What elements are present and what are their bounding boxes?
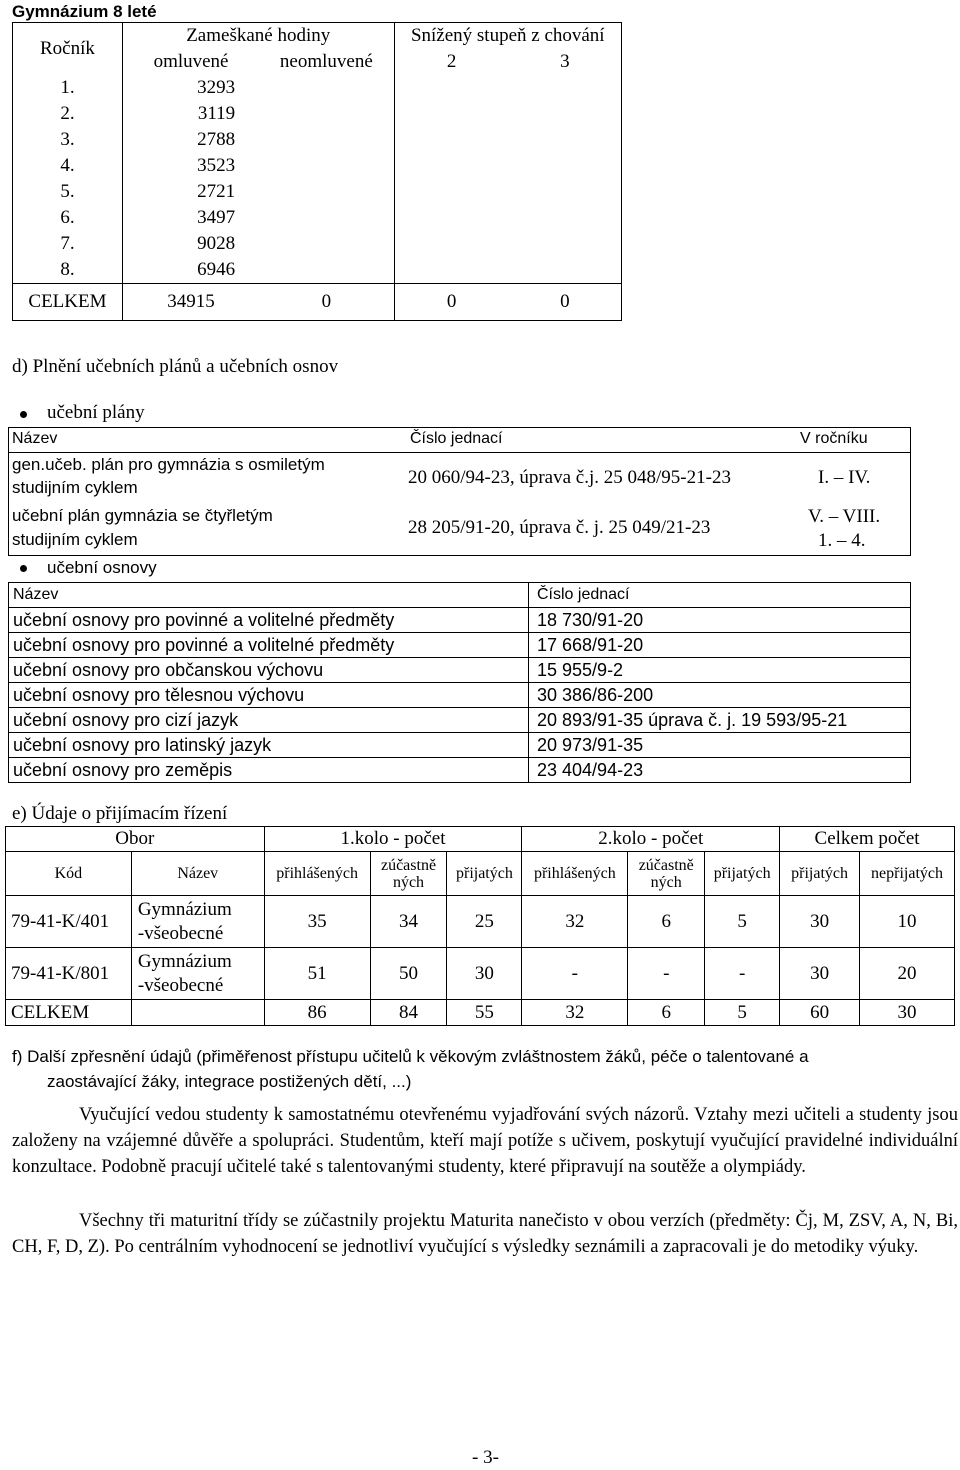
absence-cell-s3	[509, 101, 622, 127]
paragraph: Vyučující vedou studenty k samostatnému otevřenému vyjadřování svých názorů. Vztahy mezi učiteli a studenty jsou založeny na vzájemné důvěře a spolupráci. Studentům, kteří mají potíže s učivem, poskytují vyučující pravidelné individuální konzultace. Podobně pracují učitelé také s talentovanými studenty, které připravují na soutěže a olympiády.	[12, 1105, 958, 1177]
header-admitted: přijatých	[705, 852, 780, 896]
absence-row	[13, 75, 622, 101]
admission-value: 32	[522, 896, 628, 948]
curricula-name: učební osnovy pro tělesnou výchovu	[9, 683, 529, 708]
absence-cell-rocnik: 6.	[60, 207, 75, 228]
header-registered: přihlášených	[264, 852, 370, 896]
absence-cell-neomluvene	[259, 153, 394, 179]
absence-cell-s3	[509, 153, 622, 179]
header-rocnik: Ročník	[40, 38, 95, 59]
absence-cell-s2	[394, 127, 509, 153]
absence-cell-s2	[394, 231, 509, 257]
absence-cell-rocnik: 5.	[60, 181, 75, 202]
admission-value: 30	[780, 948, 860, 1000]
curricula-name: učební osnovy pro občanskou výchovu	[9, 658, 529, 683]
total-label: CELKEM	[6, 1000, 132, 1026]
absence-cell-neomluvene	[259, 75, 394, 101]
absence-row	[13, 205, 622, 231]
absence-row	[13, 153, 622, 179]
admission-value: 35	[264, 896, 370, 948]
plan-name-line2: studijním cyklem	[12, 478, 138, 497]
total-name-empty	[131, 1000, 264, 1026]
absence-cell-rocnik: 7.	[60, 233, 75, 254]
total-value: 84	[370, 1000, 447, 1026]
curricula-row	[9, 683, 911, 708]
absence-cell-omluvene: 2721	[122, 179, 259, 205]
section-f-title-cont: zaostávající žáky, integrace postižených dětí, ...)	[47, 1072, 412, 1091]
absence-row	[13, 179, 622, 205]
absence-cell-s3	[509, 257, 622, 284]
total-value: 55	[447, 1000, 522, 1026]
plan-year: V. – VIII.	[808, 506, 881, 527]
absence-cell-s2	[394, 205, 509, 231]
curricula-name: učební osnovy pro latinský jazyk	[9, 733, 529, 758]
header-admitted: přijatých	[447, 852, 522, 896]
plan-name-line2: studijním cyklem	[12, 530, 138, 549]
admission-value: -	[705, 948, 780, 1000]
header-excused: omluvené	[122, 49, 259, 75]
absence-cell-neomluvene	[259, 231, 394, 257]
curricula-row	[9, 658, 911, 683]
curricula-row	[9, 733, 911, 758]
plan-ref: 28 205/91-20, úprava č. j. 25 049/21-23	[408, 517, 711, 538]
paragraph: Všechny tři maturitní třídy se zúčastnily projektu Maturita nanečisto v obou verzích (předměty: Čj, M, ZSV, A, N, Bi, CH, F, D, Z). Po centrálním vyhodnocení se jednotliví vyučující s výsledky seznámili a zapracovali je do metodiky výuky.	[12, 1211, 958, 1257]
bullet-icon	[20, 411, 27, 418]
admission-value: 30	[447, 948, 522, 1000]
admission-value: 30	[780, 896, 860, 948]
curricula-ref: 20 973/91-35	[529, 733, 911, 758]
total-value: 86	[264, 1000, 370, 1026]
plan-ref: 20 060/94-23, úprava č.j. 25 048/95-21-23	[408, 467, 731, 488]
page-heading: Gymnázium 8 leté	[12, 2, 157, 21]
absence-cell-s3	[509, 127, 622, 153]
admission-total-row	[6, 1000, 955, 1026]
admission-name: Gymnázium -všeobecné	[131, 896, 264, 948]
absence-cell-s3	[509, 205, 622, 231]
header-unexcused: neomluvené	[279, 51, 373, 72]
admission-value: 5	[705, 896, 780, 948]
admission-row	[6, 948, 955, 1000]
absence-cell-s2	[394, 179, 509, 205]
admission-value: 10	[860, 896, 955, 948]
absence-table	[12, 22, 622, 321]
absence-cell-omluvene: 9028	[122, 231, 259, 257]
plans-header-name: Název	[12, 430, 58, 447]
absence-cell-neomluvene	[259, 257, 394, 284]
absence-cell-omluvene: 3119	[122, 101, 259, 127]
curricula-name: učební osnovy pro zeměpis	[9, 758, 529, 783]
header-round1: 1.kolo - počet	[264, 827, 522, 852]
total-grade3: 0	[560, 291, 570, 312]
total-excused: 34915	[122, 284, 259, 321]
total-value: 30	[860, 1000, 955, 1026]
admission-value: 6	[628, 896, 705, 948]
section-e-title: e) Údaje o přijímacím řízení	[12, 803, 228, 824]
absence-cell-s3	[509, 75, 622, 101]
admission-row	[6, 896, 955, 948]
admission-code: 79-41-K/401	[6, 896, 132, 948]
total-value: 6	[628, 1000, 705, 1026]
admission-value: 20	[860, 948, 955, 1000]
absence-cell-omluvene: 3497	[122, 205, 259, 231]
admission-value: 25	[447, 896, 522, 948]
absence-cell-rocnik: 8.	[60, 259, 75, 280]
header-grade3: 3	[560, 51, 570, 72]
absence-cell-s3	[509, 179, 622, 205]
header-round2: 2.kolo - počet	[522, 827, 780, 852]
absence-cell-neomluvene	[259, 127, 394, 153]
curricula-ref: 17 668/91-20	[529, 633, 911, 658]
plan-name-line1: učební plán gymnázia se čtyřletým	[12, 506, 273, 525]
section-f-title: f) Další zpřesnění údajů (přiměřenost přístupu učitelů k věkovým zvláštnostem žáků, péče o talentované a	[12, 1047, 809, 1066]
curricula-table	[8, 582, 911, 783]
bullet-icon	[20, 565, 27, 572]
absence-cell-rocnik: 3.	[60, 129, 75, 150]
curricula-ref: 18 730/91-20	[529, 608, 911, 633]
absence-cell-omluvene: 3523	[122, 153, 259, 179]
header-kod: Kód	[6, 852, 132, 896]
total-unexcused: 0	[321, 291, 332, 312]
plans-header-year: V ročníku	[800, 430, 868, 447]
curricula-row	[9, 633, 911, 658]
curricula-ref: 23 404/94-23	[529, 758, 911, 783]
plans-bullet-label: učební plány	[47, 402, 145, 423]
curricula-row	[9, 708, 911, 733]
absence-cell-omluvene: 2788	[122, 127, 259, 153]
section-d-title: d) Plnění učebních plánů a učebních osnov	[12, 356, 339, 377]
curricula-ref: 20 893/91-35 úprava č. j. 19 593/95-21	[529, 708, 911, 733]
header-grade2: 2	[394, 49, 509, 75]
admission-value: 50	[370, 948, 447, 1000]
admission-code: 79-41-K/801	[6, 948, 132, 1000]
plan-name-line1: gen.učeb. plán pro gymnázia s osmiletým	[12, 455, 325, 474]
absence-cell-s2	[394, 153, 509, 179]
admission-value: -	[628, 948, 705, 1000]
curricula-row	[9, 608, 911, 633]
curricula-header-name: Název	[9, 583, 529, 608]
admission-name: Gymnázium -všeobecné	[131, 948, 264, 1000]
curricula-bullet-label: učební osnovy	[47, 558, 157, 577]
header-nazev: Název	[131, 852, 264, 896]
header-hours: Zameškané hodiny	[122, 23, 394, 50]
absence-cell-neomluvene	[259, 179, 394, 205]
curricula-header-ref: Číslo jednací	[529, 583, 911, 608]
absence-cell-rocnik: 1.	[60, 77, 75, 98]
total-label: CELKEM	[28, 291, 107, 312]
curricula-ref: 15 955/9-2	[529, 658, 911, 683]
total-value: 5	[705, 1000, 780, 1026]
absence-cell-omluvene: 3293	[122, 75, 259, 101]
curricula-name: učební osnovy pro povinné a volitelné předměty	[9, 608, 529, 633]
admission-value: 51	[264, 948, 370, 1000]
header-participated: zúčastně ných	[628, 852, 705, 896]
absence-cell-rocnik: 4.	[60, 155, 75, 176]
absence-row	[13, 231, 622, 257]
curricula-ref: 30 386/86-200	[529, 683, 911, 708]
curricula-row	[9, 758, 911, 783]
absence-cell-neomluvene	[259, 101, 394, 127]
absence-cell-neomluvene	[259, 205, 394, 231]
admission-value: -	[522, 948, 628, 1000]
absence-cell-s2	[394, 101, 509, 127]
plan-year: I. – IV.	[818, 467, 871, 488]
admission-table	[5, 826, 955, 1026]
absence-cell-omluvene: 6946	[122, 257, 259, 284]
header-obor: Obor	[6, 827, 265, 852]
admission-value: 34	[370, 896, 447, 948]
header-participated: zúčastně ných	[370, 852, 447, 896]
plan-year-alt: 1. – 4.	[818, 530, 866, 551]
absence-row	[13, 127, 622, 153]
absence-row	[13, 101, 622, 127]
plans-header-ref: Číslo jednací	[410, 430, 503, 447]
curricula-name: učební osnovy pro povinné a volitelné předměty	[9, 633, 529, 658]
total-value: 32	[522, 1000, 628, 1026]
header-behavior: Snížený stupeň z chování	[394, 23, 621, 50]
header-total: Celkem počet	[780, 827, 955, 852]
total-value: 60	[780, 1000, 860, 1026]
page-number: - 3-	[472, 1447, 499, 1468]
total-grade2: 0	[394, 284, 509, 321]
curricula-name: učební osnovy pro cizí jazyk	[9, 708, 529, 733]
header-registered: přihlášených	[522, 852, 628, 896]
absence-cell-s2	[394, 257, 509, 284]
absence-cell-s2	[394, 75, 509, 101]
absence-row	[13, 257, 622, 284]
header-admitted: přijatých	[780, 852, 860, 896]
absence-cell-rocnik: 2.	[60, 103, 75, 124]
absence-cell-s3	[509, 231, 622, 257]
absence-total-row	[13, 284, 622, 321]
header-rejected: nepřijatých	[860, 852, 955, 896]
